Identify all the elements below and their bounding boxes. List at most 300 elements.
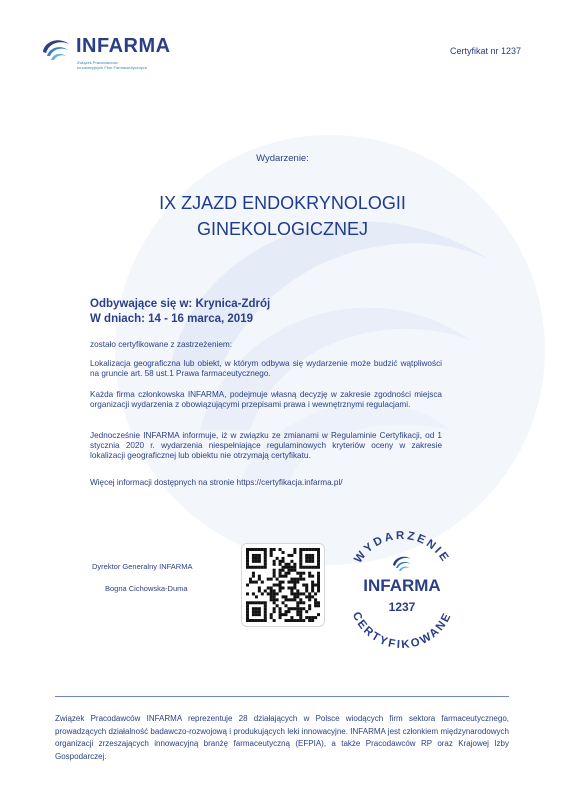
qr-code[interactable]	[241, 543, 325, 627]
qr-module	[296, 581, 299, 584]
qr-module	[264, 554, 267, 557]
qr-module	[282, 613, 285, 616]
qr-module	[290, 598, 293, 601]
event-label: Wydarzenie:	[256, 153, 309, 164]
qr-module	[282, 560, 285, 563]
qr-module	[252, 581, 255, 584]
qr-module	[305, 584, 308, 587]
qr-module	[270, 554, 273, 557]
qr-module	[299, 619, 302, 622]
qr-module	[290, 616, 293, 619]
qr-module	[284, 613, 287, 616]
qr-module	[311, 557, 314, 560]
qr-module	[311, 560, 314, 563]
qr-module	[305, 589, 308, 592]
qr-module	[270, 616, 273, 619]
event-title	[40, 190, 525, 242]
qr-module	[287, 598, 290, 601]
qr-module	[255, 619, 258, 622]
qr-module	[264, 616, 267, 619]
qr-module	[308, 592, 311, 595]
qr-module	[287, 569, 290, 572]
qr-module	[290, 586, 293, 589]
qr-module	[308, 560, 311, 563]
qr-module	[293, 581, 296, 584]
qr-module	[258, 586, 261, 589]
qr-module	[246, 592, 249, 595]
qr-module	[258, 554, 261, 557]
qr-module	[258, 613, 261, 616]
qr-module	[293, 598, 296, 601]
qr-module	[296, 610, 299, 613]
qr-module	[314, 598, 317, 601]
qr-module	[305, 557, 308, 560]
qr-module	[299, 548, 302, 551]
qr-module	[249, 581, 252, 584]
qr-module	[299, 572, 302, 575]
qr-module	[261, 548, 264, 551]
qr-module	[267, 592, 270, 595]
qr-module	[279, 610, 282, 613]
qr-module	[258, 607, 261, 610]
qr-module	[290, 566, 293, 569]
qr-module	[299, 575, 302, 578]
qr-module	[290, 592, 293, 595]
qr-module	[311, 616, 314, 619]
qr-module	[290, 569, 293, 572]
qr-module	[279, 607, 282, 610]
qr-module	[293, 566, 296, 569]
qr-module	[273, 589, 276, 592]
qr-module	[273, 601, 276, 604]
qr-module	[305, 616, 308, 619]
qr-module	[279, 589, 282, 592]
qr-module	[264, 557, 267, 560]
qr-module	[293, 619, 296, 622]
event-title-line-2: GINEKOLOGICZNEJ	[196, 219, 369, 239]
qr-module	[302, 607, 305, 610]
qr-module	[252, 601, 255, 604]
qr-module	[296, 589, 299, 592]
qr-module	[299, 551, 302, 554]
qr-module	[264, 551, 267, 554]
qr-module	[311, 619, 314, 622]
qr-module	[258, 575, 261, 578]
qr-module	[246, 610, 249, 613]
qr-module	[293, 578, 296, 581]
qr-module	[270, 598, 273, 601]
qr-module	[252, 560, 255, 563]
qr-module	[246, 616, 249, 619]
qr-module	[287, 566, 290, 569]
member-decision-paragraph: Każda firma członkowska INFARMA, podejmuje własną decyzję w zakresie zgodności miejsca organizacji wydarzenia z obowiązującymi przepisami prawa i wewnętrznymi regulacjami.	[90, 390, 442, 409]
qr-module	[296, 613, 299, 616]
qr-module	[311, 581, 314, 584]
certification-seal	[337, 525, 467, 655]
qr-module	[258, 557, 261, 560]
qr-module	[249, 578, 252, 581]
qr-module	[255, 548, 258, 551]
qr-module	[314, 584, 317, 587]
qr-module	[311, 566, 314, 569]
qr-module	[276, 578, 279, 581]
qr-module	[273, 584, 276, 587]
qr-module	[287, 572, 290, 575]
qr-module	[296, 601, 299, 604]
qr-module	[308, 566, 311, 569]
qr-module	[255, 566, 258, 569]
footer-divider	[55, 696, 509, 697]
qr-module	[252, 607, 255, 610]
qr-module	[258, 578, 261, 581]
reservation-paragraph: Lokalizacja geograficzna lub obiekt, w którym odbywa się wydarzenie może budzić wątpliwości na gruncie art. 58 ust.1 Prawa farmaceutycznego.	[90, 359, 442, 378]
qr-module	[287, 581, 290, 584]
qr-module	[246, 604, 249, 607]
qr-module	[299, 566, 302, 569]
qr-module	[255, 554, 258, 557]
qr-module	[290, 578, 293, 581]
qr-module	[314, 604, 317, 607]
qr-module	[314, 548, 317, 551]
qr-module	[290, 619, 293, 622]
qr-module	[276, 557, 279, 560]
qr-module	[317, 551, 320, 554]
qr-module	[264, 619, 267, 622]
qr-module	[290, 554, 293, 557]
qr-module	[276, 592, 279, 595]
qr-module	[302, 619, 305, 622]
qr-module	[273, 595, 276, 598]
qr-module	[246, 601, 249, 604]
qr-module	[258, 548, 261, 551]
qr-module	[273, 619, 276, 622]
qr-module	[299, 557, 302, 560]
qr-module	[293, 569, 296, 572]
qr-module	[273, 610, 276, 613]
qr-module	[317, 604, 320, 607]
qr-module	[317, 575, 320, 578]
qr-module	[246, 619, 249, 622]
qr-module	[317, 584, 320, 587]
qr-module	[279, 548, 282, 551]
qr-module	[305, 586, 308, 589]
seal-brand: INFARMA	[363, 576, 441, 595]
qr-module	[246, 551, 249, 554]
qr-module	[311, 584, 314, 587]
qr-module	[284, 604, 287, 607]
qr-module	[302, 566, 305, 569]
qr-module	[311, 548, 314, 551]
qr-module	[293, 563, 296, 566]
qr-module	[252, 575, 255, 578]
qr-module	[282, 551, 285, 554]
qr-module	[305, 548, 308, 551]
infarma-logo	[40, 33, 210, 73]
qr-module	[264, 589, 267, 592]
qr-module	[258, 619, 261, 622]
qr-module	[308, 575, 311, 578]
qr-module	[258, 566, 261, 569]
qr-module	[246, 554, 249, 557]
qr-module	[299, 554, 302, 557]
qr-module	[273, 560, 276, 563]
qr-module	[302, 572, 305, 575]
qr-module	[305, 560, 308, 563]
qr-module	[246, 548, 249, 551]
svg-text:CERTYFIKOWANE	[350, 610, 455, 651]
qr-module	[287, 610, 290, 613]
footer-text: Związek Pracodawców INFARMA reprezentuje 28 działających w Polsce wiodących firm sektora farmaceutycznego, prowadzących działalność badawczo-rozwojową i produkujących leki innowacyjne. INFARMA jest członkiem międzynarodowych organizacji zrzeszających innowacyjną branżę farmaceutyczną (EFPIA), a także Pracodawców RP oraz Krajowej Izby Gospodarczej.	[55, 714, 509, 761]
qr-module	[255, 610, 258, 613]
qr-module	[305, 566, 308, 569]
qr-module	[296, 607, 299, 610]
qr-module	[249, 619, 252, 622]
event-dates: W dniach: 14 - 16 marca, 2019	[90, 313, 253, 325]
qr-module	[308, 604, 311, 607]
qr-module	[264, 613, 267, 616]
qr-module	[270, 613, 273, 616]
qr-module	[255, 560, 258, 563]
qr-module	[255, 613, 258, 616]
qr-module	[314, 601, 317, 604]
qr-module	[282, 586, 285, 589]
qr-module	[276, 604, 279, 607]
qr-module	[279, 563, 282, 566]
qr-module	[302, 601, 305, 604]
qr-module	[264, 604, 267, 607]
qr-module	[273, 598, 276, 601]
qr-module	[273, 592, 276, 595]
qr-module	[252, 619, 255, 622]
qr-module	[255, 601, 258, 604]
director-title: Dyrektor Generalny INFARMA	[92, 562, 193, 571]
director-name: Bogna Cichowska-Duma	[105, 584, 188, 593]
qr-module	[308, 595, 311, 598]
event-location: Odbywające się w: Krynica-Zdrój	[90, 298, 271, 310]
qr-module	[284, 619, 287, 622]
qr-module	[317, 578, 320, 581]
qr-module	[296, 572, 299, 575]
qr-module	[252, 572, 255, 575]
qr-module	[246, 557, 249, 560]
qr-module	[249, 566, 252, 569]
qr-module	[314, 592, 317, 595]
qr-module	[252, 610, 255, 613]
qr-module	[296, 595, 299, 598]
qr-module	[299, 563, 302, 566]
qr-module	[255, 557, 258, 560]
more-info-paragraph: Więcej informacji dostępnych na stronie https://certyfikacja.infarma.pl/	[90, 478, 343, 487]
qr-module	[317, 586, 320, 589]
qr-module	[246, 607, 249, 610]
qr-module	[252, 592, 255, 595]
qr-module	[246, 613, 249, 616]
qr-module	[296, 604, 299, 607]
qr-module	[308, 616, 311, 619]
qr-module	[279, 575, 282, 578]
qr-module	[308, 554, 311, 557]
qr-module	[296, 578, 299, 581]
qr-module	[284, 610, 287, 613]
qr-module	[270, 589, 273, 592]
qr-module	[284, 595, 287, 598]
qr-module	[284, 572, 287, 575]
qr-module	[264, 607, 267, 610]
qr-module	[284, 575, 287, 578]
qr-module	[282, 581, 285, 584]
qr-module	[287, 586, 290, 589]
qr-module	[299, 613, 302, 616]
qr-module	[252, 566, 255, 569]
qr-module	[317, 554, 320, 557]
qr-module	[293, 607, 296, 610]
qr-module	[317, 589, 320, 592]
qr-module	[255, 607, 258, 610]
certificate-number: Certyfikat nr 1237	[449, 46, 521, 56]
qr-code-pattern	[246, 548, 320, 622]
qr-module	[317, 566, 320, 569]
qr-module	[290, 607, 293, 610]
qr-module	[287, 563, 290, 566]
qr-module	[282, 566, 285, 569]
certification-intro: zostało certyfikowane z zastrzeżeniem:	[90, 340, 232, 349]
qr-module	[308, 557, 311, 560]
qr-module	[252, 557, 255, 560]
qr-module	[317, 563, 320, 566]
qr-module	[252, 554, 255, 557]
qr-module	[261, 566, 264, 569]
qr-module	[317, 601, 320, 604]
qr-module	[258, 560, 261, 563]
qr-module	[246, 560, 249, 563]
qr-module	[311, 575, 314, 578]
qr-module	[308, 548, 311, 551]
qr-module	[293, 595, 296, 598]
qr-module	[293, 586, 296, 589]
qr-module	[317, 548, 320, 551]
qr-module	[282, 595, 285, 598]
qr-module	[302, 548, 305, 551]
qr-module	[287, 619, 290, 622]
qr-module	[279, 572, 282, 575]
qr-module	[302, 584, 305, 587]
qr-module	[282, 569, 285, 572]
qr-module	[270, 592, 273, 595]
qr-module	[302, 592, 305, 595]
qr-module	[261, 601, 264, 604]
qr-module	[290, 581, 293, 584]
regulation-change-paragraph: Jednocześnie INFARMA informuje, iż w związku ze zmianami w Regulaminie Certyfikacji, od 1 stycznia 2020 r. wydarzenia niespełniające regulaminowych kryteriów oceny w zakresie lokalizacji geograficznej lub obiektu nie otrzymają certyfikatu.	[90, 431, 442, 460]
qr-module	[246, 584, 249, 587]
event-details	[90, 297, 270, 327]
qr-module	[261, 581, 264, 584]
qr-module	[308, 619, 311, 622]
qr-module	[293, 592, 296, 595]
qr-module	[264, 563, 267, 566]
qr-module	[317, 581, 320, 584]
qr-module	[246, 563, 249, 566]
qr-module	[317, 560, 320, 563]
qr-module	[258, 610, 261, 613]
qr-module	[264, 548, 267, 551]
qr-module	[299, 598, 302, 601]
qr-module	[299, 616, 302, 619]
qr-module	[284, 598, 287, 601]
event-title-line-1: IX ZJAZD ENDOKRYNOLOGII	[159, 193, 406, 213]
qr-module	[258, 589, 261, 592]
qr-module	[299, 601, 302, 604]
qr-module	[279, 569, 282, 572]
qr-module	[276, 584, 279, 587]
qr-module	[293, 548, 296, 551]
qr-module	[264, 610, 267, 613]
qr-module	[299, 607, 302, 610]
infarma-swirl-icon	[40, 35, 72, 67]
qr-module	[290, 560, 293, 563]
qr-module	[270, 578, 273, 581]
qr-module	[261, 619, 264, 622]
qr-module	[293, 584, 296, 587]
qr-module	[273, 607, 276, 610]
qr-module	[290, 589, 293, 592]
qr-module	[267, 586, 270, 589]
qr-module	[270, 595, 273, 598]
qr-module	[317, 572, 320, 575]
logo-wordmark: INFARMA	[76, 35, 171, 57]
qr-module	[282, 601, 285, 604]
logo-subtitle-2: Innowacyjnych Firm Farmaceutycznych	[77, 65, 148, 70]
seal-number: 1237	[388, 600, 416, 614]
qr-module	[282, 575, 285, 578]
qr-module	[246, 566, 249, 569]
qr-module	[279, 613, 282, 616]
qr-module	[296, 592, 299, 595]
qr-module	[273, 563, 276, 566]
seal-swirl-icon	[391, 553, 413, 575]
qr-module	[273, 569, 276, 572]
qr-module	[299, 610, 302, 613]
qr-module	[273, 548, 276, 551]
qr-module	[284, 566, 287, 569]
qr-module	[279, 584, 282, 587]
qr-module	[264, 601, 267, 604]
qr-module	[311, 589, 314, 592]
qr-module	[305, 610, 308, 613]
qr-module	[314, 566, 317, 569]
qr-module	[305, 595, 308, 598]
qr-module	[317, 557, 320, 560]
qr-module	[264, 566, 267, 569]
qr-module	[311, 586, 314, 589]
qr-module	[273, 575, 276, 578]
seal-top-text: WYDARZENIE	[352, 529, 452, 566]
qr-module	[302, 578, 305, 581]
qr-module	[314, 616, 317, 619]
seal-bottom-text: CERTYFIKOWANE	[349, 610, 455, 652]
logo-subtitle-1: Związek Pracodawców	[77, 60, 118, 65]
qr-module	[279, 616, 282, 619]
qr-module	[267, 578, 270, 581]
qr-module	[287, 607, 290, 610]
qr-module	[287, 554, 290, 557]
qr-module	[311, 554, 314, 557]
qr-module	[249, 601, 252, 604]
qr-module	[279, 586, 282, 589]
qr-module	[293, 551, 296, 554]
qr-module	[299, 560, 302, 563]
qr-module	[255, 581, 258, 584]
qr-module	[296, 619, 299, 622]
